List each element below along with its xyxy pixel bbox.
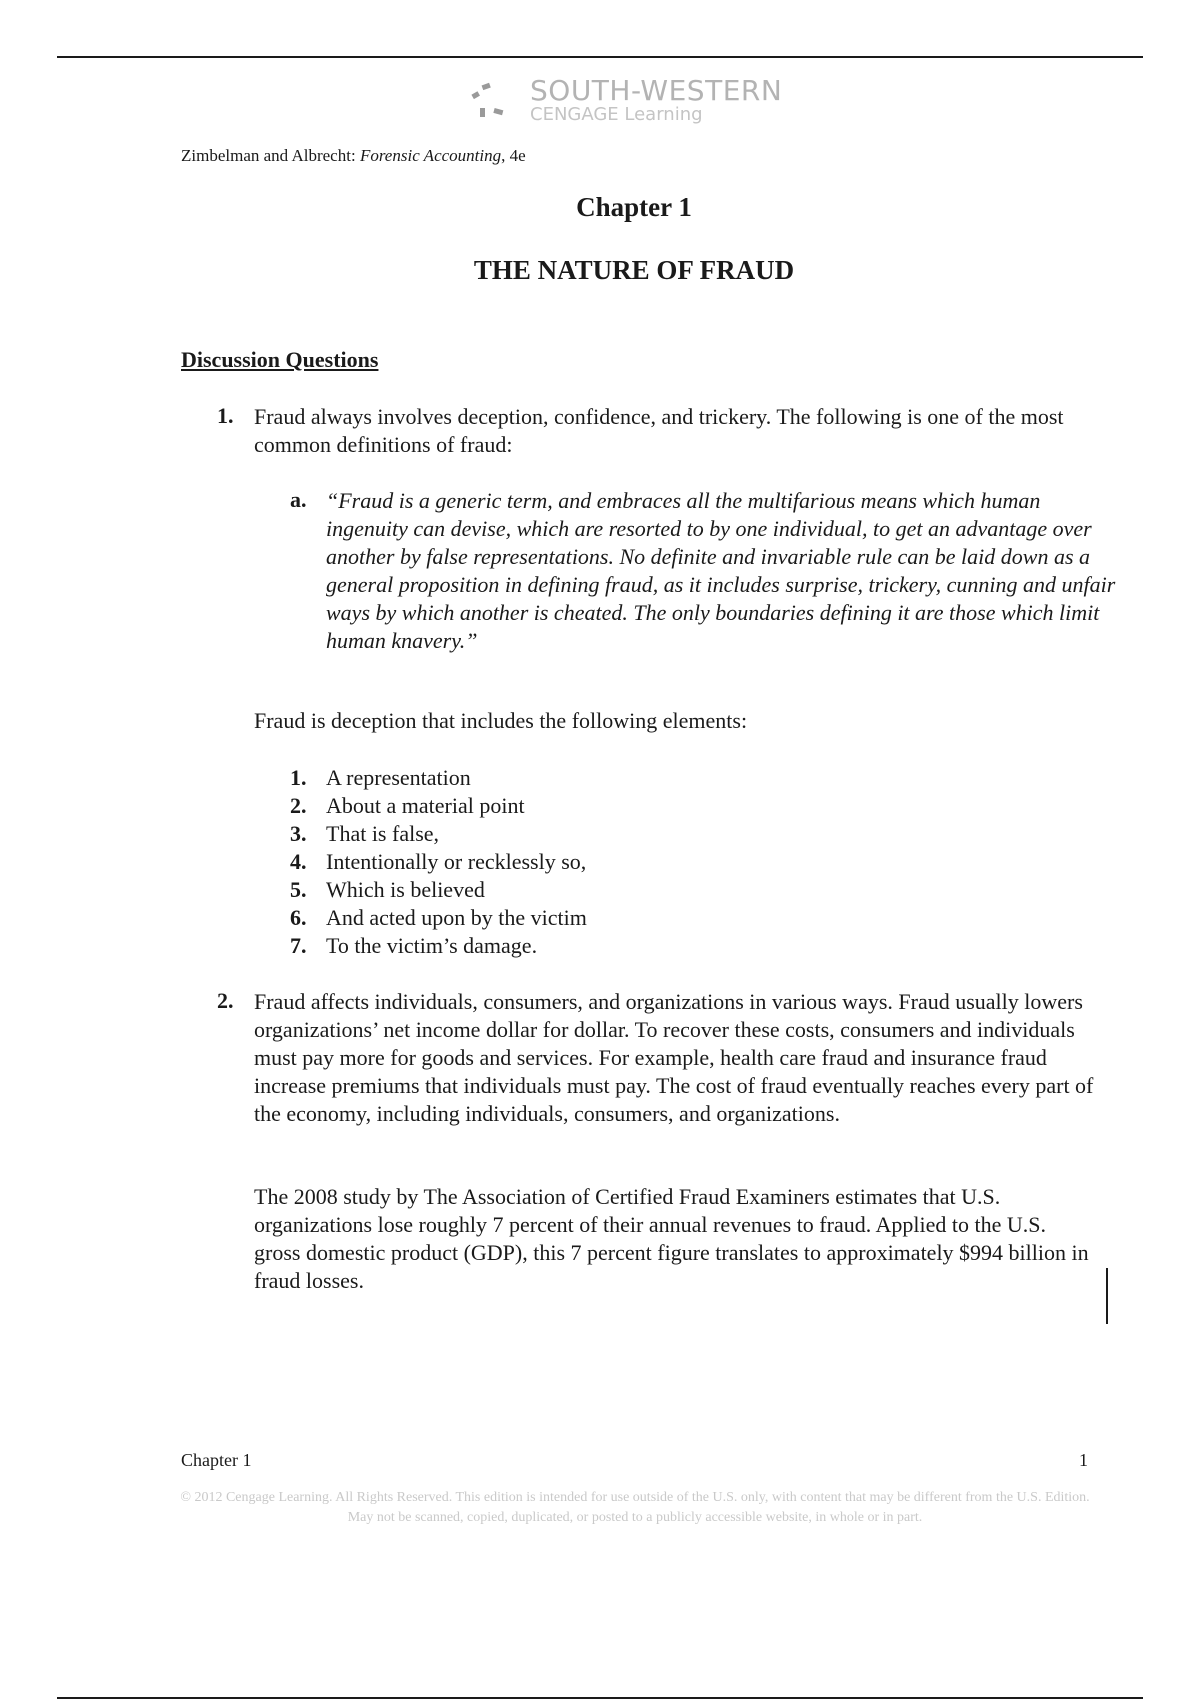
question-2-text: Fraud affects individuals, consumers, and organizations in various ways. Fraud usually lowers organizations’ net income dollar for dollar. To recover these costs, consumers and individuals must pay more for goods and services. For example, health care fraud and insurance fraud increase premiums that individuals must pay. The cost of fraud eventually reaches every part of the economy, including individuals, consumers, and organizations. [254,989,1094,1126]
elements-intro: Fraud is deception that includes the following elements: [254,708,748,733]
copyright-notice: © 2012 Cengage Learning. All Rights Reserved. This edition is intended for use outside of the U.S. only, with content that may be different from the U.S. Edition. May not be scanned, copied, duplicated, or posted to a publicly accessible website, in whole or in part. [180,1490,1090,1525]
list-item-number: 5. [290,877,307,902]
list-item-number: 7. [290,933,307,958]
question-2-paragraph-2: The 2008 study by The Association of Certified Fraud Examiners estimates that U.S. organizations lose roughly 7 percent of their annual revenues to fraud. Applied to the U.S. gross domestic product (GDP), this 7 percent figure translates to approximately $994 billion in fraud losses. [254,1184,1089,1293]
fraud-definition-quote: “Fraud is a generic term, and embraces all the multifarious means which human ingenuity can devise, which are resorted to by one individual, to get an advantage over another by false representations. No definite and invariable rule can be laid down as a general proposition in defining fraud, as it includes surprise, trickery, cunning and unfair ways by which another is cheated. The only boundaries defining it are those which limit human knavery.” [326,488,1116,653]
list-item-number: 3. [290,821,307,846]
list-item-text: That is false, [326,821,440,846]
list-item-number: 6. [290,905,307,930]
question-1-text: Fraud always involves deception, confidence, and trickery. The following is one of the most common definitions of fraud: [254,404,1064,457]
logo-line-2: CENGAGE Learning [530,104,703,125]
list-item-number: 2. [290,793,307,818]
list-item [290,764,587,792]
list-item-number: 4. [290,849,307,874]
quote-sub-number: a. [290,487,307,512]
list-item-text: To the victim’s damage. [326,933,538,958]
list-item-text: And acted upon by the victim [326,905,587,930]
logo-line-1: SOUTH-WESTERN [530,74,783,107]
fraud-elements-list [290,764,587,960]
top-rule [57,56,1143,58]
question-2-number: 2. [217,988,234,1013]
list-item [290,904,587,932]
header-authors: Zimbelman and Albrecht: [181,146,360,165]
bottom-rule [57,1697,1143,1699]
page-number: 1 [1079,1450,1088,1470]
chapter-label: Chapter 1 [576,192,692,222]
list-item-text: About a material point [326,793,525,818]
question-1-number: 1. [217,403,234,428]
header-book-title: Forensic Accounting [359,146,502,165]
list-item-number: 1. [290,765,307,790]
list-item-text: Which is believed [326,877,485,902]
publisher-logo [468,72,783,128]
running-header [181,146,526,166]
change-bar [1106,1268,1108,1324]
page-title: THE NATURE OF FRAUD [473,255,795,285]
cengage-logo-icon [468,80,514,122]
list-item-text: A representation [326,765,471,790]
section-heading: Discussion Questions [181,347,379,372]
list-item [290,820,587,848]
list-item [290,792,587,820]
footer-chapter: Chapter 1 [181,1450,252,1470]
header-edition: , 4e [501,146,526,165]
list-item [290,932,587,960]
list-item [290,876,587,904]
list-item [290,848,587,876]
list-item-text: Intentionally or recklessly so, [326,849,587,874]
